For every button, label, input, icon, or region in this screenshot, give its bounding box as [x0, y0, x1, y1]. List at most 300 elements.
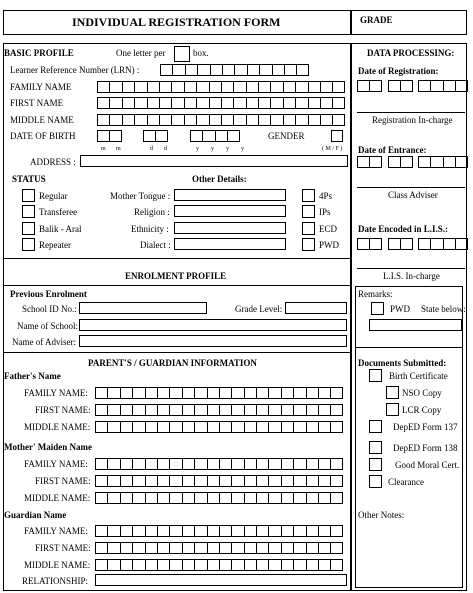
- letter-box[interactable]: [306, 421, 318, 433]
- letter-box[interactable]: [207, 404, 219, 416]
- letter-box[interactable]: [182, 525, 194, 537]
- letter-box[interactable]: [157, 542, 169, 554]
- letter-box[interactable]: [122, 81, 134, 93]
- letter-box[interactable]: [270, 114, 282, 126]
- letter-box[interactable]: [293, 387, 305, 399]
- letter-box[interactable]: [219, 525, 231, 537]
- letter-box[interactable]: [95, 404, 107, 416]
- letter-box[interactable]: [97, 81, 109, 93]
- letter-box[interactable]: [281, 404, 293, 416]
- letter-box[interactable]: [330, 559, 342, 571]
- letter-box[interactable]: [219, 492, 231, 504]
- letter-box[interactable]: [256, 421, 268, 433]
- letter-box[interactable]: [95, 421, 107, 433]
- letter-box[interactable]: [159, 97, 171, 109]
- letter-box[interactable]: [207, 492, 219, 504]
- letter-box[interactable]: [330, 475, 342, 487]
- letter-box[interactable]: [258, 97, 270, 109]
- letter-box[interactable]: [145, 421, 157, 433]
- letter-box[interactable]: [233, 114, 245, 126]
- letter-box[interactable]: [256, 404, 268, 416]
- letter-box[interactable]: [107, 542, 119, 554]
- letter-box[interactable]: [455, 156, 467, 168]
- letter-box[interactable]: [169, 559, 181, 571]
- form-137-checkbox[interactable]: [369, 420, 382, 433]
- letter-box[interactable]: [221, 114, 233, 126]
- first-name-boxes[interactable]: [97, 97, 345, 109]
- letter-box[interactable]: [207, 525, 219, 537]
- letter-box[interactable]: [107, 387, 119, 399]
- remarks-pwd-checkbox[interactable]: [371, 302, 384, 315]
- school-name-field[interactable]: [79, 319, 347, 331]
- letter-box[interactable]: [97, 114, 109, 126]
- letter-box[interactable]: [120, 492, 132, 504]
- letter-box[interactable]: [244, 404, 256, 416]
- letter-box[interactable]: [318, 421, 330, 433]
- letter-box[interactable]: [95, 387, 107, 399]
- letter-box[interactable]: [132, 421, 144, 433]
- letter-box[interactable]: [270, 97, 282, 109]
- letter-box[interactable]: [244, 387, 256, 399]
- father-middle-boxes[interactable]: [95, 421, 343, 433]
- middle-name-boxes[interactable]: [97, 114, 345, 126]
- letter-box[interactable]: [194, 387, 206, 399]
- letter-box[interactable]: [283, 81, 295, 93]
- letter-box[interactable]: [120, 559, 132, 571]
- letter-box[interactable]: [132, 387, 144, 399]
- letter-box[interactable]: [182, 404, 194, 416]
- letter-box[interactable]: [231, 421, 243, 433]
- date-entrance-boxes-3[interactable]: [418, 156, 468, 168]
- 4ps-checkbox[interactable]: [302, 189, 315, 202]
- letter-box[interactable]: [184, 114, 196, 126]
- letter-box[interactable]: [332, 81, 344, 93]
- letter-box[interactable]: [169, 492, 181, 504]
- letter-box[interactable]: [145, 559, 157, 571]
- letter-box[interactable]: [210, 64, 222, 76]
- letter-box[interactable]: [256, 458, 268, 470]
- letter-box[interactable]: [308, 97, 320, 109]
- letter-box[interactable]: [306, 387, 318, 399]
- mother-family-boxes[interactable]: [95, 458, 343, 470]
- letter-box[interactable]: [182, 421, 194, 433]
- letter-box[interactable]: [171, 114, 183, 126]
- letter-box[interactable]: [182, 458, 194, 470]
- letter-box[interactable]: [221, 97, 233, 109]
- date-registration-boxes-2[interactable]: [388, 80, 413, 92]
- letter-box[interactable]: [281, 542, 293, 554]
- letter-box[interactable]: [268, 525, 280, 537]
- status-regular-checkbox[interactable]: [22, 189, 35, 202]
- letter-box[interactable]: [318, 475, 330, 487]
- school-id-field[interactable]: [79, 302, 207, 314]
- letter-box[interactable]: [400, 80, 412, 92]
- grade-level-field[interactable]: [285, 302, 347, 314]
- pwd-checkbox[interactable]: [302, 238, 315, 251]
- letter-box[interactable]: [169, 387, 181, 399]
- letter-box[interactable]: [357, 156, 369, 168]
- letter-box[interactable]: [430, 156, 442, 168]
- letter-box[interactable]: [196, 114, 208, 126]
- letter-box[interactable]: [320, 97, 332, 109]
- letter-box[interactable]: [388, 80, 400, 92]
- letter-box[interactable]: [231, 542, 243, 554]
- letter-box[interactable]: [122, 97, 134, 109]
- letter-box[interactable]: [318, 404, 330, 416]
- mother-first-boxes[interactable]: [95, 475, 343, 487]
- letter-box[interactable]: [244, 421, 256, 433]
- letter-box[interactable]: [207, 542, 219, 554]
- letter-box[interactable]: [147, 81, 159, 93]
- status-repeater-checkbox[interactable]: [22, 238, 35, 251]
- letter-box[interactable]: [134, 114, 146, 126]
- ecd-checkbox[interactable]: [302, 222, 315, 235]
- letter-box[interactable]: [219, 542, 231, 554]
- letter-box[interactable]: [231, 525, 243, 537]
- letter-box[interactable]: [122, 114, 134, 126]
- letter-box[interactable]: [231, 404, 243, 416]
- letter-box[interactable]: [318, 492, 330, 504]
- letter-box[interactable]: [293, 421, 305, 433]
- letter-box[interactable]: [369, 238, 381, 250]
- form-138-checkbox[interactable]: [369, 441, 382, 454]
- letter-box[interactable]: [194, 421, 206, 433]
- letter-box[interactable]: [247, 64, 259, 76]
- letter-box[interactable]: [184, 97, 196, 109]
- letter-box[interactable]: [283, 97, 295, 109]
- letter-box[interactable]: [293, 458, 305, 470]
- letter-box[interactable]: [308, 114, 320, 126]
- letter-box[interactable]: [143, 130, 155, 142]
- letter-box[interactable]: [194, 458, 206, 470]
- lcr-copy-checkbox[interactable]: [386, 403, 399, 416]
- letter-box[interactable]: [418, 156, 430, 168]
- lrn-boxes[interactable]: [160, 64, 309, 76]
- letter-box[interactable]: [418, 238, 430, 250]
- family-name-boxes[interactable]: [97, 81, 345, 93]
- letter-box[interactable]: [169, 542, 181, 554]
- ips-checkbox[interactable]: [302, 205, 315, 218]
- guardian-family-boxes[interactable]: [95, 525, 343, 537]
- letter-box[interactable]: [157, 475, 169, 487]
- letter-box[interactable]: [185, 64, 197, 76]
- letter-box[interactable]: [330, 542, 342, 554]
- letter-box[interactable]: [443, 156, 455, 168]
- letter-box[interactable]: [107, 475, 119, 487]
- letter-box[interactable]: [388, 238, 400, 250]
- letter-box[interactable]: [306, 492, 318, 504]
- letter-box[interactable]: [231, 387, 243, 399]
- letter-box[interactable]: [169, 404, 181, 416]
- letter-box[interactable]: [95, 475, 107, 487]
- letter-box[interactable]: [120, 404, 132, 416]
- letter-box[interactable]: [281, 421, 293, 433]
- letter-box[interactable]: [145, 525, 157, 537]
- letter-box[interactable]: [207, 387, 219, 399]
- letter-box[interactable]: [256, 525, 268, 537]
- letter-box[interactable]: [132, 458, 144, 470]
- letter-box[interactable]: [281, 525, 293, 537]
- letter-box[interactable]: [293, 525, 305, 537]
- letter-box[interactable]: [97, 130, 109, 142]
- letter-box[interactable]: [357, 80, 369, 92]
- letter-box[interactable]: [202, 130, 214, 142]
- good-moral-checkbox[interactable]: [369, 458, 382, 471]
- letter-box[interactable]: [281, 492, 293, 504]
- letter-box[interactable]: [293, 559, 305, 571]
- letter-box[interactable]: [132, 475, 144, 487]
- letter-box[interactable]: [159, 81, 171, 93]
- letter-box[interactable]: [197, 64, 209, 76]
- letter-box[interactable]: [400, 238, 412, 250]
- letter-box[interactable]: [194, 542, 206, 554]
- mother-tongue-field[interactable]: [174, 189, 286, 201]
- status-transferee-checkbox[interactable]: [22, 205, 35, 218]
- letter-box[interactable]: [120, 475, 132, 487]
- letter-box[interactable]: [145, 475, 157, 487]
- letter-box[interactable]: [256, 542, 268, 554]
- letter-box[interactable]: [157, 458, 169, 470]
- father-first-boxes[interactable]: [95, 404, 343, 416]
- letter-box[interactable]: [222, 64, 234, 76]
- letter-box[interactable]: [330, 525, 342, 537]
- letter-box[interactable]: [268, 492, 280, 504]
- letter-box[interactable]: [293, 492, 305, 504]
- gender-box[interactable]: [331, 130, 343, 142]
- letter-box[interactable]: [207, 475, 219, 487]
- dob-year-boxes[interactable]: [190, 130, 240, 142]
- letter-box[interactable]: [231, 559, 243, 571]
- letter-box[interactable]: [207, 458, 219, 470]
- letter-box[interactable]: [194, 492, 206, 504]
- letter-box[interactable]: [318, 387, 330, 399]
- letter-box[interactable]: [109, 81, 121, 93]
- letter-box[interactable]: [281, 458, 293, 470]
- letter-box[interactable]: [295, 97, 307, 109]
- letter-box[interactable]: [134, 97, 146, 109]
- letter-box[interactable]: [120, 525, 132, 537]
- letter-box[interactable]: [157, 559, 169, 571]
- letter-box[interactable]: [147, 97, 159, 109]
- letter-box[interactable]: [388, 156, 400, 168]
- letter-box[interactable]: [455, 238, 467, 250]
- letter-box[interactable]: [209, 114, 221, 126]
- letter-box[interactable]: [107, 421, 119, 433]
- letter-box[interactable]: [145, 492, 157, 504]
- guardian-middle-boxes[interactable]: [95, 559, 343, 571]
- mother-middle-boxes[interactable]: [95, 492, 343, 504]
- letter-box[interactable]: [306, 458, 318, 470]
- letter-box[interactable]: [246, 114, 258, 126]
- letter-box[interactable]: [145, 458, 157, 470]
- letter-box[interactable]: [219, 475, 231, 487]
- letter-box[interactable]: [169, 525, 181, 537]
- date-registration-boxes-1[interactable]: [357, 80, 382, 92]
- letter-box[interactable]: [281, 387, 293, 399]
- letter-box[interactable]: [194, 404, 206, 416]
- letter-box[interactable]: [107, 458, 119, 470]
- letter-box[interactable]: [244, 475, 256, 487]
- letter-box[interactable]: [157, 387, 169, 399]
- guardian-first-boxes[interactable]: [95, 542, 343, 554]
- letter-box[interactable]: [171, 97, 183, 109]
- letter-box[interactable]: [400, 156, 412, 168]
- letter-box[interactable]: [157, 525, 169, 537]
- letter-box[interactable]: [430, 80, 442, 92]
- religion-field[interactable]: [174, 205, 286, 217]
- letter-box[interactable]: [120, 421, 132, 433]
- nso-copy-checkbox[interactable]: [386, 386, 399, 399]
- letter-box[interactable]: [95, 492, 107, 504]
- letter-box[interactable]: [281, 475, 293, 487]
- letter-box[interactable]: [219, 458, 231, 470]
- dob-day-boxes[interactable]: [143, 130, 168, 142]
- letter-box[interactable]: [190, 130, 202, 142]
- letter-box[interactable]: [234, 64, 246, 76]
- letter-box[interactable]: [332, 114, 344, 126]
- letter-box[interactable]: [209, 97, 221, 109]
- letter-box[interactable]: [219, 404, 231, 416]
- letter-box[interactable]: [268, 387, 280, 399]
- letter-box[interactable]: [256, 559, 268, 571]
- letter-box[interactable]: [132, 542, 144, 554]
- date-entrance-boxes-1[interactable]: [357, 156, 382, 168]
- letter-box[interactable]: [418, 80, 430, 92]
- letter-box[interactable]: [120, 458, 132, 470]
- letter-box[interactable]: [196, 81, 208, 93]
- letter-box[interactable]: [132, 492, 144, 504]
- letter-box[interactable]: [320, 114, 332, 126]
- letter-box[interactable]: [281, 559, 293, 571]
- letter-box[interactable]: [318, 458, 330, 470]
- letter-box[interactable]: [330, 458, 342, 470]
- letter-box[interactable]: [430, 238, 442, 250]
- letter-box[interactable]: [330, 492, 342, 504]
- letter-box[interactable]: [132, 525, 144, 537]
- letter-box[interactable]: [169, 475, 181, 487]
- letter-box[interactable]: [306, 525, 318, 537]
- letter-box[interactable]: [172, 64, 184, 76]
- letter-box[interactable]: [182, 559, 194, 571]
- letter-box[interactable]: [293, 475, 305, 487]
- letter-box[interactable]: [268, 404, 280, 416]
- letter-box[interactable]: [145, 542, 157, 554]
- letter-box[interactable]: [194, 475, 206, 487]
- letter-box[interactable]: [134, 81, 146, 93]
- address-field[interactable]: [80, 155, 348, 167]
- letter-box[interactable]: [107, 404, 119, 416]
- letter-box[interactable]: [182, 387, 194, 399]
- letter-box[interactable]: [443, 238, 455, 250]
- letter-box[interactable]: [233, 97, 245, 109]
- letter-box[interactable]: [268, 458, 280, 470]
- letter-box[interactable]: [272, 64, 284, 76]
- letter-box[interactable]: [171, 81, 183, 93]
- letter-box[interactable]: [107, 525, 119, 537]
- date-encoded-boxes-3[interactable]: [418, 238, 468, 250]
- dialect-field[interactable]: [174, 238, 286, 250]
- letter-box[interactable]: [244, 458, 256, 470]
- letter-box[interactable]: [256, 475, 268, 487]
- letter-box[interactable]: [443, 80, 455, 92]
- letter-box[interactable]: [246, 81, 258, 93]
- letter-box[interactable]: [132, 559, 144, 571]
- letter-box[interactable]: [207, 421, 219, 433]
- letter-box[interactable]: [369, 156, 381, 168]
- letter-box[interactable]: [97, 97, 109, 109]
- letter-box[interactable]: [259, 64, 271, 76]
- letter-box[interactable]: [157, 404, 169, 416]
- letter-box[interactable]: [330, 404, 342, 416]
- letter-box[interactable]: [244, 542, 256, 554]
- letter-box[interactable]: [244, 559, 256, 571]
- letter-box[interactable]: [194, 525, 206, 537]
- letter-box[interactable]: [256, 387, 268, 399]
- status-balik-aral-checkbox[interactable]: [22, 222, 35, 235]
- letter-box[interactable]: [120, 542, 132, 554]
- letter-box[interactable]: [157, 492, 169, 504]
- letter-box[interactable]: [268, 542, 280, 554]
- letter-box[interactable]: [219, 559, 231, 571]
- letter-box[interactable]: [306, 475, 318, 487]
- letter-box[interactable]: [244, 525, 256, 537]
- letter-box[interactable]: [182, 475, 194, 487]
- letter-box[interactable]: [268, 421, 280, 433]
- letter-box[interactable]: [157, 421, 169, 433]
- letter-box[interactable]: [268, 559, 280, 571]
- letter-box[interactable]: [306, 404, 318, 416]
- letter-box[interactable]: [107, 492, 119, 504]
- letter-box[interactable]: [219, 421, 231, 433]
- letter-box[interactable]: [369, 80, 381, 92]
- father-family-boxes[interactable]: [95, 387, 343, 399]
- letter-box[interactable]: [331, 130, 343, 142]
- letter-box[interactable]: [196, 97, 208, 109]
- letter-box[interactable]: [184, 81, 196, 93]
- letter-box[interactable]: [318, 542, 330, 554]
- letter-box[interactable]: [221, 81, 233, 93]
- letter-box[interactable]: [147, 114, 159, 126]
- letter-box[interactable]: [169, 458, 181, 470]
- letter-box[interactable]: [284, 64, 296, 76]
- remarks-field[interactable]: [369, 319, 462, 331]
- letter-box[interactable]: [293, 542, 305, 554]
- clearance-checkbox[interactable]: [369, 475, 382, 488]
- letter-box[interactable]: [109, 97, 121, 109]
- letter-box[interactable]: [219, 387, 231, 399]
- letter-box[interactable]: [332, 97, 344, 109]
- letter-box[interactable]: [320, 81, 332, 93]
- letter-box[interactable]: [258, 81, 270, 93]
- relationship-field[interactable]: [95, 574, 347, 586]
- letter-box[interactable]: [283, 114, 295, 126]
- letter-box[interactable]: [215, 130, 227, 142]
- letter-box[interactable]: [227, 130, 239, 142]
- letter-box[interactable]: [120, 387, 132, 399]
- date-entrance-boxes-2[interactable]: [388, 156, 413, 168]
- letter-box[interactable]: [295, 114, 307, 126]
- letter-box[interactable]: [159, 114, 171, 126]
- letter-box[interactable]: [95, 458, 107, 470]
- letter-box[interactable]: [231, 458, 243, 470]
- date-encoded-boxes-1[interactable]: [357, 238, 382, 250]
- letter-box[interactable]: [231, 475, 243, 487]
- letter-box[interactable]: [109, 130, 121, 142]
- letter-box[interactable]: [95, 525, 107, 537]
- letter-box[interactable]: [293, 404, 305, 416]
- letter-box[interactable]: [330, 421, 342, 433]
- letter-box[interactable]: [169, 421, 181, 433]
